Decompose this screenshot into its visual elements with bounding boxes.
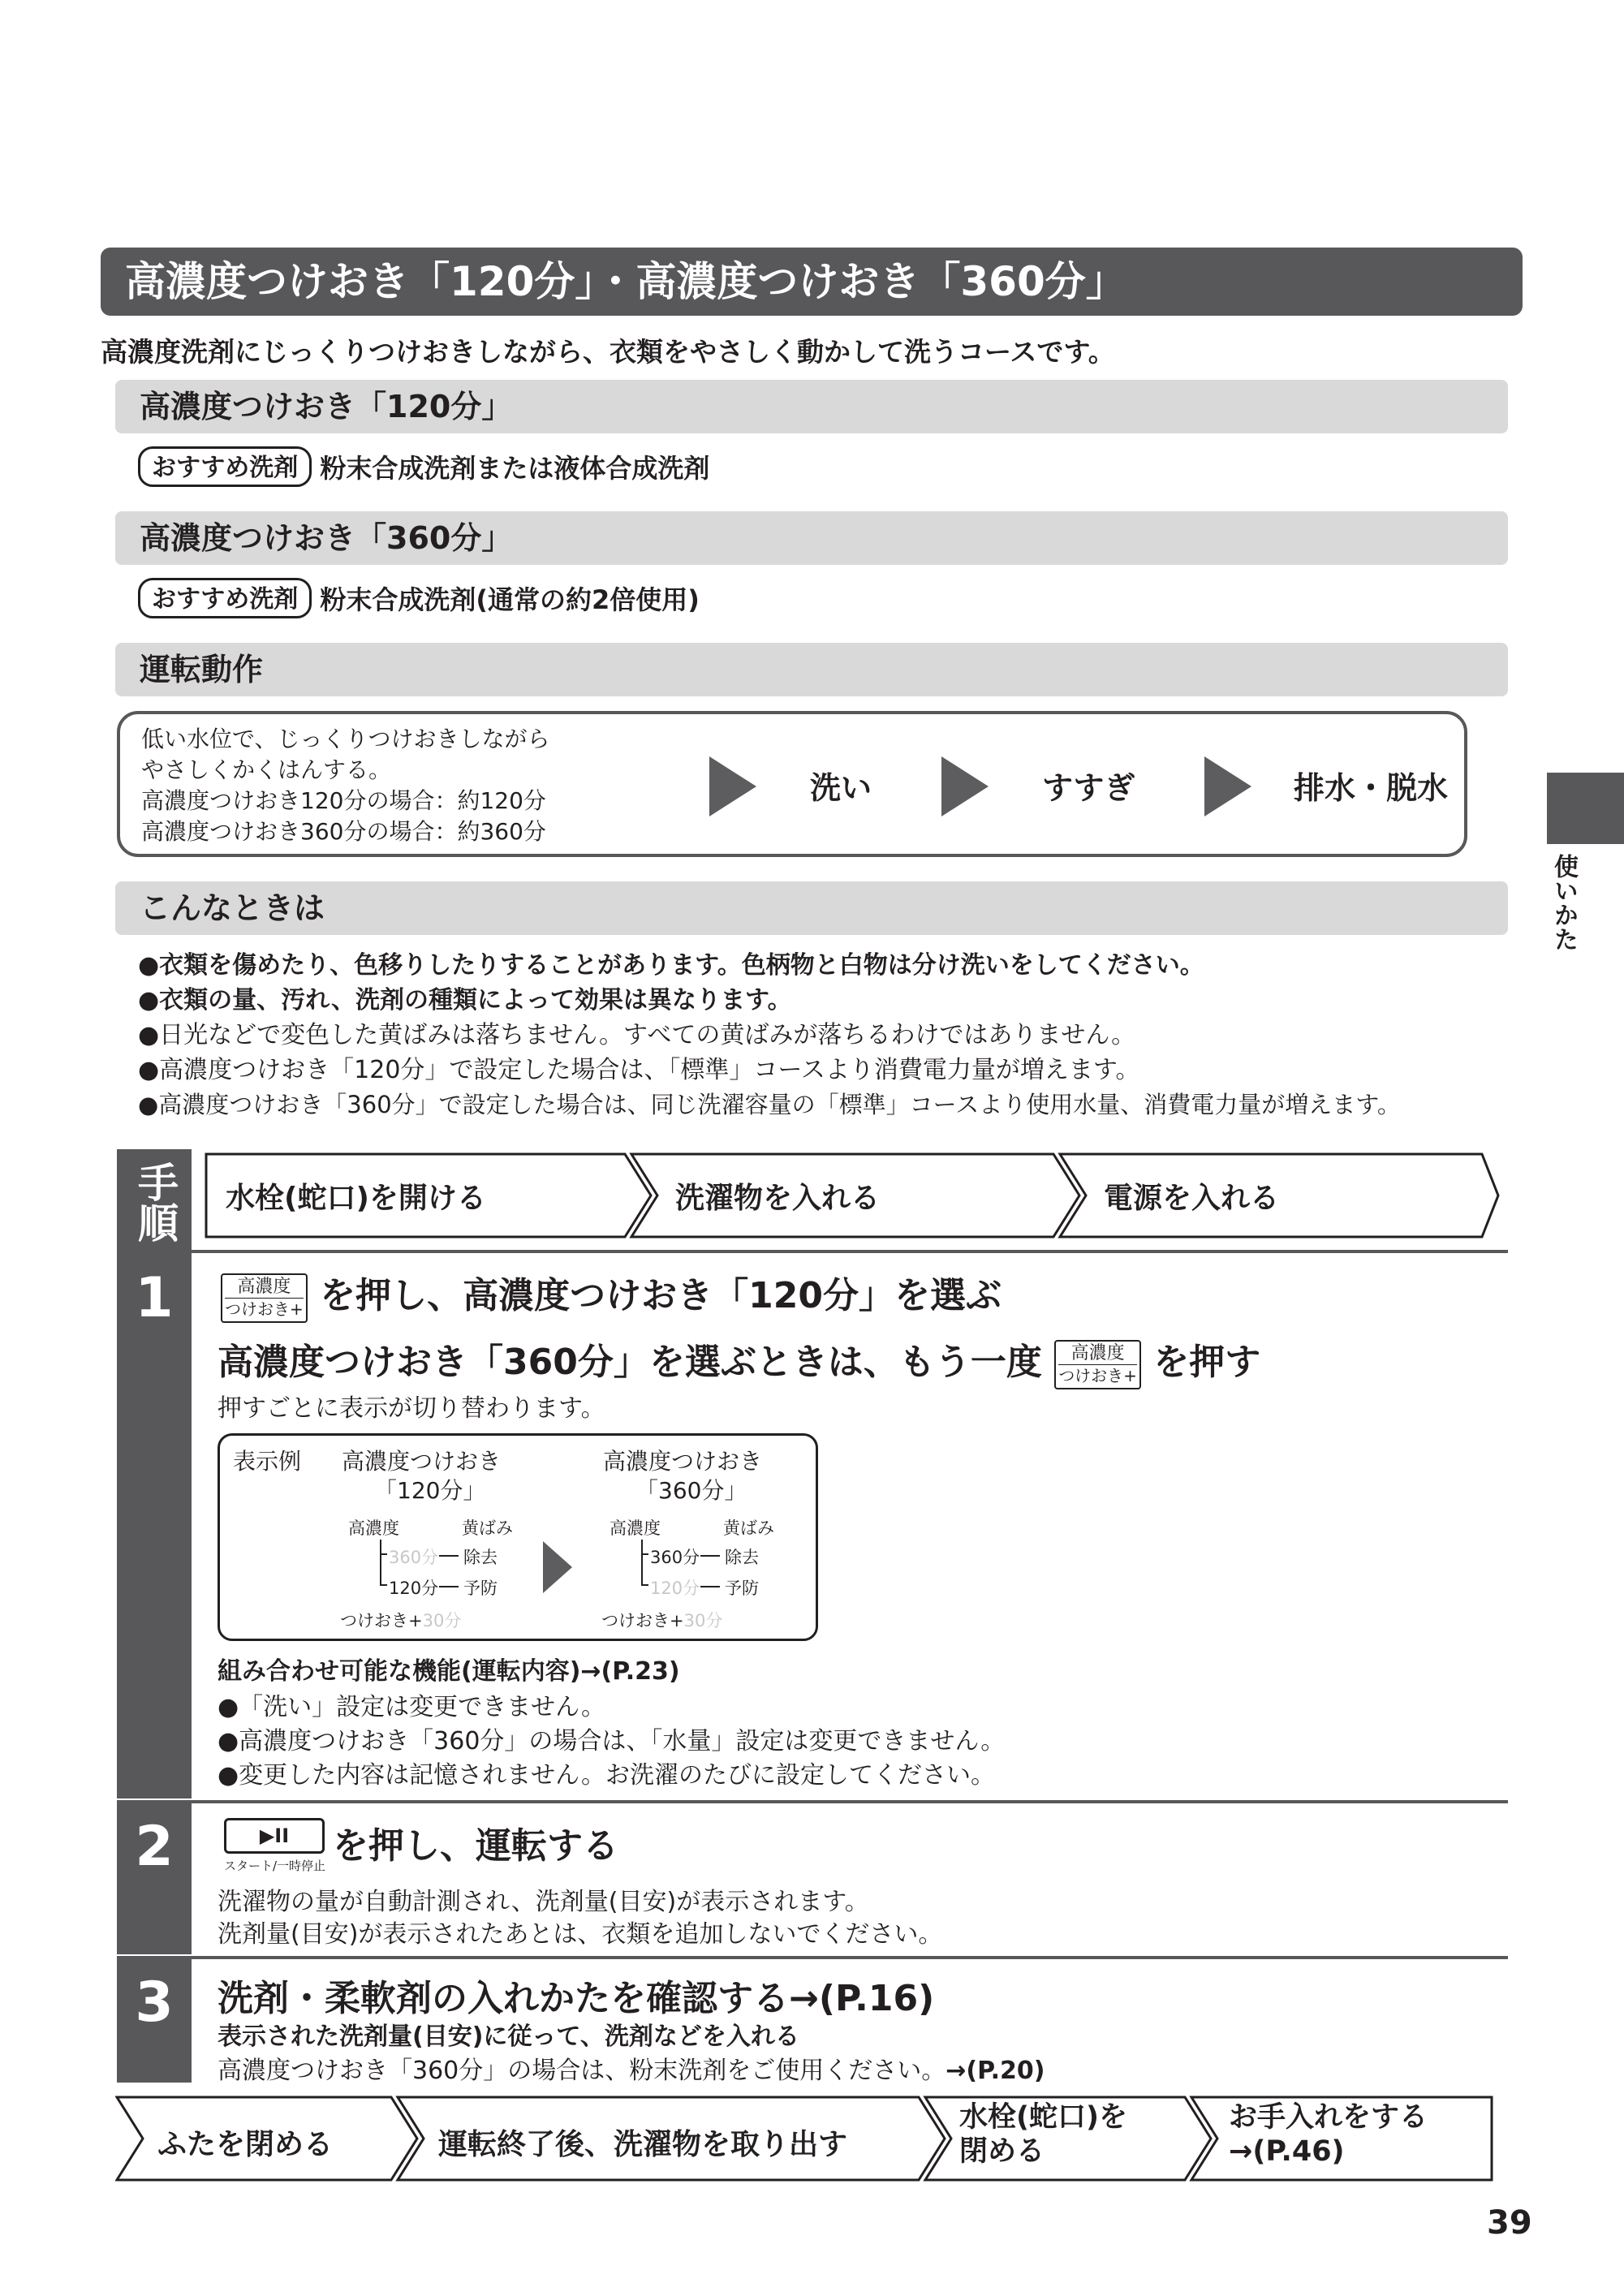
caution-note: ●高濃度つけおき「120分」で設定した場合は、「標準」コースより消費電力量が増えます。: [138, 1056, 1140, 1084]
recommended-detergent-badge: おすすめ洗剤: [138, 446, 312, 487]
start-pause-caption: スタート/一時停止: [224, 1859, 326, 1873]
display-right-row2-effect: 予防: [725, 1579, 759, 1598]
operation-box: [117, 711, 1467, 857]
step-number-2: 2: [135, 1815, 174, 1879]
display-right-col-b: 黄ばみ: [723, 1518, 774, 1538]
intro-text: 高濃度洗剤にじっくりつけおきしながら、衣類をやさしく動かして洗うコースです。: [101, 336, 1115, 368]
operation-step-rinse: すすぎ: [1042, 770, 1135, 806]
display-left-row2-effect: 予防: [463, 1579, 498, 1598]
operation-description: [141, 724, 549, 847]
display-right-row1-effect: 除去: [725, 1548, 759, 1567]
display-right-title: 高濃度つけおき: [603, 1448, 763, 1475]
operation-line: 低い水位で、じっくりつけおきしながら: [141, 726, 550, 752]
operation-line: 高濃度つけおき360分の場合：約360分: [141, 818, 546, 845]
operation-step-wash: 洗い: [810, 770, 872, 806]
caution-notes: [138, 948, 1401, 1122]
step-number-3: 3: [135, 1971, 174, 2035]
section-heading-360: 高濃度つけおき「360分」: [115, 511, 1508, 565]
page-title: 高濃度つけおき「120分」・高濃度つけおき「360分」: [101, 248, 1523, 316]
start-pause-button[interactable]: ▶II: [224, 1818, 325, 1854]
display-lines: [220, 1436, 821, 1643]
display-left-col-a: 高濃度: [348, 1518, 399, 1538]
step3-text: 高濃度つけおき「360分」の場合は、粉末洗剤をご使用ください。→(P.20): [218, 2057, 1045, 2085]
operation-step-spin: 排水・脱水: [1294, 770, 1449, 806]
caution-note: ●衣類の量、汚れ、洗剤の種類によって効果は異なります。: [138, 986, 792, 1014]
detergent-row-120: [138, 446, 709, 487]
step2-heading: を押し、運転する: [333, 1825, 618, 1867]
display-example-label: 表示例: [233, 1448, 302, 1475]
display-right-row2-time: 120分: [650, 1579, 700, 1598]
display-example: [218, 1433, 818, 1641]
arrow-right-icon: [941, 756, 990, 816]
step3-heading: 洗剤・柔軟剤の入れかたを確認する→(P.16): [218, 1978, 935, 2019]
step-bar-1: [117, 1253, 192, 1798]
step1-text: 押すごとに表示が切り替わります。: [218, 1394, 605, 1423]
step1-heading: 高濃度 つけおき+ を押し、高濃度つけおき「120分」を選ぶ: [221, 1266, 1002, 1323]
step1-subheading: 高濃度つけおき「360分」を選ぶときは、もう一度 高濃度 つけおき+ を押す: [218, 1333, 1260, 1389]
display-left-row1-time: 360分: [389, 1548, 439, 1567]
post-step-close-lid: ふたを閉める: [157, 2128, 334, 2161]
caution-note: ●日光などで変色した黄ばみは落ちません。すべての黄ばみが落ちるわけではありません。: [138, 1021, 1136, 1049]
display-right-col-a: 高濃度: [610, 1518, 661, 1538]
post-step-close-tap: 水栓(蛇口)を閉める: [959, 2101, 1127, 2168]
operation-line: やさしくかくはんする。: [141, 756, 392, 783]
procedure-label: 手順: [117, 1149, 192, 1255]
section-heading-operation: 運転動作: [115, 643, 1508, 696]
divider: [117, 1250, 1508, 1253]
caution-note: ●衣類を傷めたり、色移りしたりすることがあります。色柄物と白物は分け洗いをしてください。: [138, 951, 1204, 980]
detergent-row-360: [138, 578, 700, 618]
section-heading-120: 高濃度つけおき「120分」: [115, 380, 1508, 433]
detergent-text-360: 粉末合成洗剤(通常の約2倍使用): [320, 584, 700, 615]
divider: [117, 1956, 1508, 1959]
chapter-tab-label: 使いかた: [1549, 854, 1578, 951]
page-number: 39: [1487, 2204, 1532, 2242]
step1-note: ●「洗い」設定は変更できません。: [218, 1693, 605, 1721]
display-right-footer: つけおき+30分: [601, 1611, 723, 1630]
pre-step-open-tap: 水栓(蛇口)を開ける: [226, 1182, 486, 1215]
post-step-remove-laundry: 運転終了後、洗濯物を取り出す: [438, 2128, 848, 2161]
display-left-title: 高濃度つけおき: [342, 1448, 502, 1475]
step3-subheading: 表示された洗剤量(目安)に従って、洗剤などを入れる: [218, 2022, 799, 2051]
step2-line: 洗剤量(目安)が表示されたあとは、衣類を追加しないでください。: [218, 1920, 943, 1949]
combinable-functions: 組み合わせ可能な機能(運転内容)→(P.23): [218, 1657, 680, 1686]
divider: [117, 1800, 1508, 1803]
arrow-right-icon: [709, 756, 758, 816]
step-number-1: 1: [135, 1266, 174, 1330]
display-left-col-b: 黄ばみ: [462, 1518, 513, 1538]
section-heading-when: こんなときは: [115, 881, 1508, 935]
step2-line: 洗濯物の量が自動計測され、洗剤量(目安)が表示されます。: [218, 1888, 869, 1916]
display-right-subtitle: 「360分」: [635, 1477, 747, 1504]
recommended-detergent-badge: おすすめ洗剤: [138, 578, 312, 618]
arrow-right-icon: [1204, 756, 1253, 816]
post-step-care: お手入れをする→(P.46): [1229, 2101, 1428, 2168]
step1-note: ●変更した内容は記憶されません。お洗濯のたびに設定してください。: [218, 1761, 995, 1790]
concentrated-soak-key-icon: 高濃度 つけおき+: [221, 1273, 308, 1323]
pre-step-power-on: 電源を入れる: [1104, 1182, 1280, 1215]
operation-line: 高濃度つけおき120分の場合：約120分: [141, 787, 546, 814]
step1-note: ●高濃度つけおき「360分」の場合は、「水量」設定は変更できません。: [218, 1727, 1006, 1755]
caution-note: ●高濃度つけおき「360分」で設定した場合は、同じ洗濯容量の「標準」コースより使用水量、消費電力量が増えます。: [138, 1091, 1401, 1118]
display-left-row1-effect: 除去: [463, 1548, 498, 1567]
display-right-row1-time: 360分: [650, 1548, 700, 1567]
display-left-subtitle: 「120分」: [374, 1477, 486, 1504]
chapter-tab: [1547, 773, 1624, 844]
detergent-text-120: 粉末合成洗剤または液体合成洗剤: [320, 453, 710, 484]
display-left-footer: つけおき+30分: [340, 1611, 462, 1630]
pre-step-load-laundry: 洗濯物を入れる: [675, 1182, 881, 1215]
concentrated-soak-key-icon: 高濃度 つけおき+: [1054, 1340, 1141, 1389]
display-left-row2-time: 120分: [389, 1579, 439, 1598]
